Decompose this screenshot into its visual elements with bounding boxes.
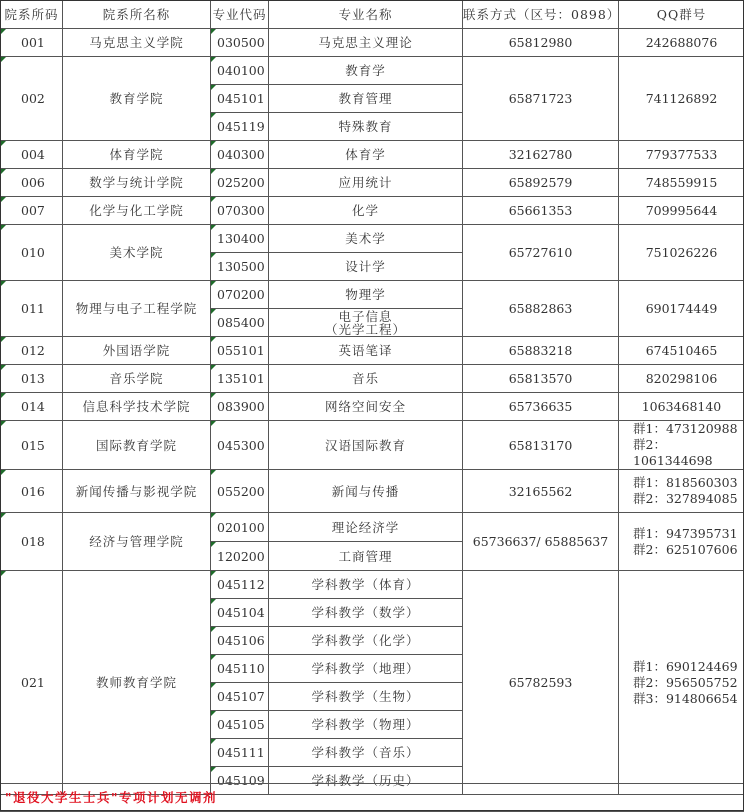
dept-name: 教师教育学院 [63, 571, 211, 795]
major-name: 应用统计 [269, 169, 463, 197]
dept-code: 014 [1, 393, 63, 421]
major-code: 045107 [211, 683, 269, 711]
qq-group [619, 141, 744, 169]
contact-phone: 65661353 [463, 197, 619, 225]
header-dept-code: 院系所码 [1, 1, 63, 29]
major-code: 030500 [211, 29, 269, 57]
major-name: 音乐 [269, 365, 463, 393]
major-code: 045109 [211, 767, 269, 795]
dept-name: 经济与管理学院 [63, 513, 211, 571]
dept-name: 教育学院 [63, 57, 211, 141]
major-code: 045110 [211, 655, 269, 683]
qq-number: 820298106 [619, 371, 744, 386]
table-row [1, 421, 744, 470]
major-code: 045106 [211, 627, 269, 655]
qq-number: 242688076 [619, 35, 744, 50]
table-row [1, 571, 744, 599]
qq-number: 群1：690124469 [633, 659, 744, 675]
qq-number: 群2：625107606 [633, 542, 744, 558]
dept-code: 015 [1, 421, 63, 470]
major-code: 130400 [211, 225, 269, 253]
qq-group [619, 470, 744, 513]
dept-name: 物理与电子工程学院 [63, 281, 211, 337]
major-code: 040100 [211, 57, 269, 85]
qq-number: 709995644 [619, 203, 744, 218]
dept-name: 马克思主义学院 [63, 29, 211, 57]
table-row [1, 225, 744, 253]
qq-number: 674510465 [619, 343, 744, 358]
table-row [1, 365, 744, 393]
qq-group [619, 421, 744, 470]
major-name-line2: （光学工程） [269, 323, 462, 336]
qq-number: 群1：947395731 [633, 526, 744, 542]
dept-code: 010 [1, 225, 63, 281]
header-dept-name: 院系所名称 [63, 1, 211, 29]
table-body [1, 29, 744, 795]
table-row [1, 57, 744, 85]
major-code: 045300 [211, 421, 269, 470]
qq-number: 779377533 [619, 147, 744, 162]
major-name: 学科教学（数学） [269, 599, 463, 627]
dept-code: 012 [1, 337, 63, 365]
major-code: 045112 [211, 571, 269, 599]
dept-name: 信息科学技术学院 [63, 393, 211, 421]
major-code: 025200 [211, 169, 269, 197]
major-name: 马克思主义理论 [269, 29, 463, 57]
qq-number: 群1：473120988 [633, 421, 744, 437]
contact-phone: 65813170 [463, 421, 619, 470]
qq-number: 741126892 [619, 91, 744, 106]
dept-name: 音乐学院 [63, 365, 211, 393]
contact-phone: 65736635 [463, 393, 619, 421]
contact-phone: 32165562 [463, 470, 619, 513]
qq-number: 690174449 [619, 301, 744, 316]
contact-phone: 65727610 [463, 225, 619, 281]
major-code: 045111 [211, 739, 269, 767]
header-contact: 联系方式（区号：0898） [463, 1, 619, 29]
table-row [1, 169, 744, 197]
dept-code: 007 [1, 197, 63, 225]
dept-name: 化学与化工学院 [63, 197, 211, 225]
major-code: 045105 [211, 711, 269, 739]
dept-code: 018 [1, 513, 63, 571]
table-row [1, 281, 744, 309]
qq-group [619, 57, 744, 141]
dept-name: 国际教育学院 [63, 421, 211, 470]
major-code: 085400 [211, 309, 269, 337]
qq-group [619, 197, 744, 225]
major-name: 汉语国际教育 [269, 421, 463, 470]
major-name: 教育学 [269, 57, 463, 85]
contact-phone: 65871723 [463, 57, 619, 141]
table-row [1, 197, 744, 225]
dept-code: 021 [1, 571, 63, 795]
major-name: 学科教学（地理） [269, 655, 463, 683]
dept-code: 001 [1, 29, 63, 57]
major-code: 045119 [211, 113, 269, 141]
dept-code: 011 [1, 281, 63, 337]
dept-name: 美术学院 [63, 225, 211, 281]
major-name: 物理学 [269, 281, 463, 309]
qq-number: 751026226 [619, 245, 744, 260]
contact-phone: 65813570 [463, 365, 619, 393]
footer-note: "退役大学生士兵"专项计划无调剂 [5, 788, 217, 806]
major-code: 070200 [211, 281, 269, 309]
contact-phone: 65882863 [463, 281, 619, 337]
contact-phone: 65736637/ 65885637 [463, 513, 619, 571]
qq-group [619, 393, 744, 421]
dept-code: 006 [1, 169, 63, 197]
dept-name: 新闻传播与影视学院 [63, 470, 211, 513]
major-name: 化学 [269, 197, 463, 225]
dept-code: 004 [1, 141, 63, 169]
dept-name: 外国语学院 [63, 337, 211, 365]
qq-number: 群2：327894085 [633, 491, 744, 507]
qq-number: 群2：1061344698 [633, 437, 744, 469]
contact-phone: 65782593 [463, 571, 619, 795]
qq-group [619, 281, 744, 337]
major-name: 学科教学（历史） [269, 767, 463, 795]
major-name: 英语笔译 [269, 337, 463, 365]
major-name: 工商管理 [269, 542, 463, 571]
major-name: 学科教学（化学） [269, 627, 463, 655]
major-name: 学科教学（音乐） [269, 739, 463, 767]
major-code: 070300 [211, 197, 269, 225]
table-row [1, 393, 744, 421]
major-name: 学科教学（物理） [269, 711, 463, 739]
contact-phone: 65892579 [463, 169, 619, 197]
major-name: 特殊教育 [269, 113, 463, 141]
qq-number: 群2：956505752 [633, 675, 744, 691]
major-name: 教育管理 [269, 85, 463, 113]
table-row [1, 337, 744, 365]
major-code: 083900 [211, 393, 269, 421]
major-name: 新闻与传播 [269, 470, 463, 513]
table-row [1, 513, 744, 542]
qq-group [619, 513, 744, 571]
major-name: 网络空间安全 [269, 393, 463, 421]
major-code: 055101 [211, 337, 269, 365]
major-code: 135101 [211, 365, 269, 393]
major-name: 体育学 [269, 141, 463, 169]
table-row [1, 29, 744, 57]
footer-note-row [0, 783, 744, 812]
table-row [1, 141, 744, 169]
qq-number: 群3：914806654 [633, 691, 744, 707]
major-code: 130500 [211, 253, 269, 281]
dept-name: 体育学院 [63, 141, 211, 169]
major-name-line1: 电子信息 [269, 310, 462, 323]
dept-code: 013 [1, 365, 63, 393]
major-code: 120200 [211, 542, 269, 571]
header-qq: QQ群号 [619, 1, 744, 29]
major-name: 学科教学（体育） [269, 571, 463, 599]
dept-name: 数学与统计学院 [63, 169, 211, 197]
qq-number: 1063468140 [619, 399, 744, 414]
major-name: 学科教学（生物） [269, 683, 463, 711]
dept-code: 002 [1, 57, 63, 141]
qq-group [619, 571, 744, 795]
table-row [1, 470, 744, 513]
major-code: 040300 [211, 141, 269, 169]
qq-group [619, 225, 744, 281]
contact-phone: 32162780 [463, 141, 619, 169]
major-code: 045104 [211, 599, 269, 627]
dept-code: 016 [1, 470, 63, 513]
header-row [1, 1, 744, 29]
qq-group [619, 337, 744, 365]
major-name: 设计学 [269, 253, 463, 281]
qq-group [619, 365, 744, 393]
major-code: 045101 [211, 85, 269, 113]
qq-number: 748559915 [619, 175, 744, 190]
major-name [269, 309, 463, 337]
qq-group [619, 29, 744, 57]
header-major-code: 专业代码 [211, 1, 269, 29]
contact-phone: 65812980 [463, 29, 619, 57]
major-code: 020100 [211, 513, 269, 542]
qq-number: 群1：818560303 [633, 475, 744, 491]
qq-group [619, 169, 744, 197]
major-code: 055200 [211, 470, 269, 513]
header-major-name: 专业名称 [269, 1, 463, 29]
major-name: 理论经济学 [269, 513, 463, 542]
contact-phone: 65883218 [463, 337, 619, 365]
major-name: 美术学 [269, 225, 463, 253]
